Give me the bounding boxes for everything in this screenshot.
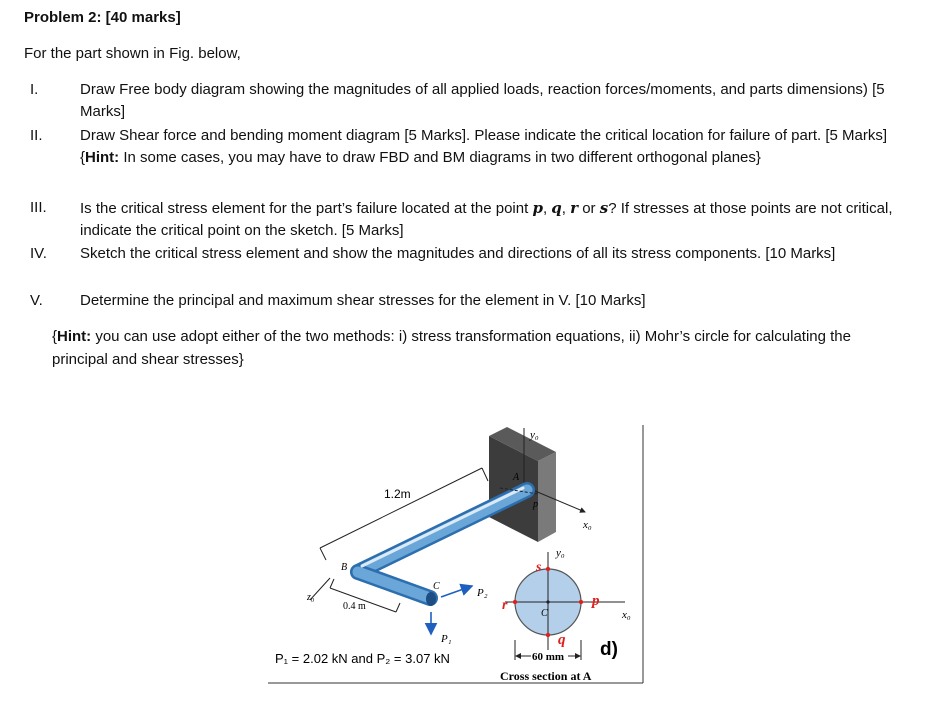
shaft <box>358 488 527 606</box>
y0-label: y₀ <box>530 429 539 441</box>
cs-s-label: s <box>536 560 542 575</box>
item-number: I. <box>30 81 39 98</box>
x0-label: x₀ <box>583 519 592 531</box>
dim-long-label: 1.2m <box>384 487 411 501</box>
cs-x0-label: x₀ <box>622 609 631 621</box>
P1-label: P₁ <box>441 633 452 645</box>
P2-arrow <box>441 586 472 597</box>
P2-label: P₂ <box>477 587 488 599</box>
dim-long-line <box>320 468 482 548</box>
point-C-label: C <box>433 581 440 592</box>
item-text: Draw Shear force and bending moment diagram [5 Marks]. Please indicate the critical location for failure of part. [5 Marks] {Hint: In some cases, you may have to draw FBD and BM diagrams in two different orthogonal planes} <box>80 127 888 166</box>
cs-center-label: C <box>541 608 548 619</box>
cs-q-label: q <box>558 632 566 648</box>
item-number: II. <box>30 127 43 144</box>
loads-text: P₁ = 2.02 kN and P₂ = 3.07 kN <box>275 651 450 666</box>
dim-short-label: 0.4 m <box>343 601 366 612</box>
intro-text: For the part shown in Fig. below, <box>24 45 241 62</box>
cs-y0-label: y₀ <box>556 547 565 559</box>
item-text: Draw Free body diagram showing the magnitudes of all applied loads, reaction forces/moments, and parts dimensions) [5 Marks] <box>80 81 885 120</box>
item-number: V. <box>30 292 43 309</box>
cs-r-label: r <box>502 598 508 613</box>
problem-title: Problem 2: [40 marks] <box>24 9 181 26</box>
item-number: III. <box>30 199 47 216</box>
item-text: Is the critical stress element for the part’s failure located at the point p, q, r or s? If stresses at those points are not critical, indicate the critical point on the sketch. [5 Marks] <box>80 199 893 239</box>
part-d-label: d) <box>600 639 618 660</box>
dim-60-label: 60 mm <box>532 651 565 663</box>
point-B-label: B <box>341 562 348 573</box>
cs-caption: Cross section at A <box>500 669 592 683</box>
methods-hint: {Hint: you can use adopt either of the two methods: i) stress transformation equations, ii) Mohr’s circle for calculating the principal and shear stresses} <box>52 328 851 368</box>
z0-label: z₀ <box>307 592 315 603</box>
item-text: Sketch the critical stress element and show the magnitudes and directions of all its stress components. [10 Marks] <box>80 245 836 262</box>
item-number: IV. <box>30 245 47 262</box>
point-A-label: A <box>513 472 520 483</box>
point-p-label: p <box>533 499 538 510</box>
item-text: Determine the principal and maximum shear stresses for the element in V. [10 Marks] <box>80 292 646 309</box>
cs-p-label: p <box>592 593 600 609</box>
